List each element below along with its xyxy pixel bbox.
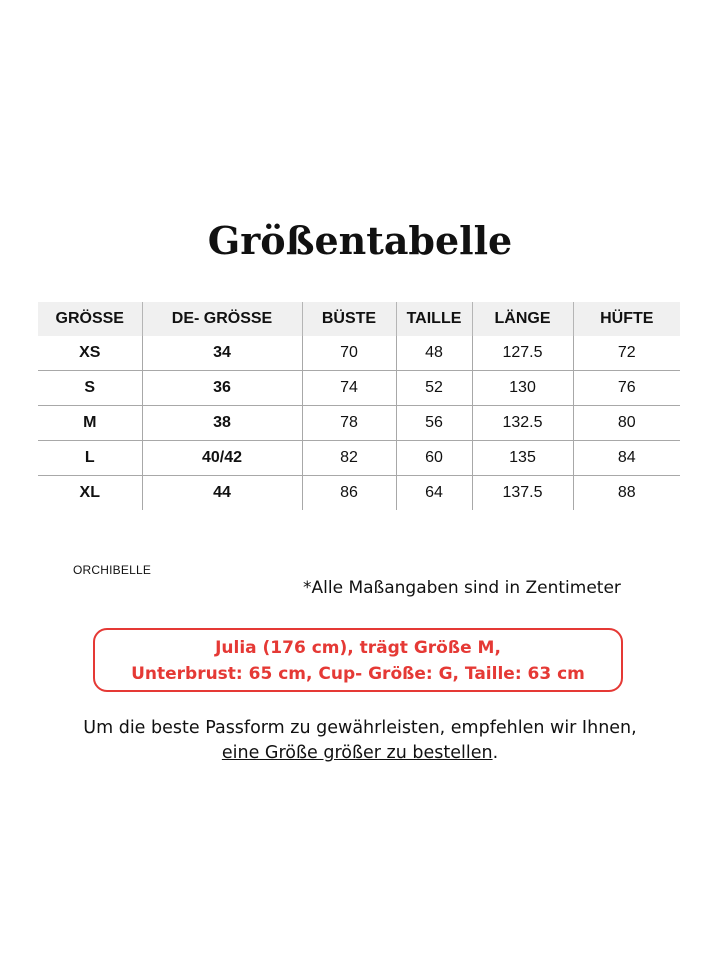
cell-de-size: 38 — [142, 406, 302, 441]
header-groesse: GRÖSSE — [38, 302, 142, 336]
cell-size: M — [38, 406, 142, 441]
cell-size: XS — [38, 336, 142, 371]
cell-de-size: 40/42 — [142, 441, 302, 476]
callout-line-2: Unterbrust: 65 cm, Cup- Größe: G, Taille: 63 cm — [131, 664, 585, 684]
cell-hip: 76 — [573, 371, 680, 406]
header-huefte: HÜFTE — [573, 302, 680, 336]
cell-bust: 78 — [302, 406, 396, 441]
header-de-groesse: DE- GRÖSSE — [142, 302, 302, 336]
table-row — [38, 336, 680, 371]
page-title: Größentabelle — [207, 218, 513, 263]
header-bueste: BÜSTE — [302, 302, 396, 336]
cell-length: 137.5 — [472, 476, 573, 511]
cell-waist: 60 — [396, 441, 472, 476]
cell-waist: 64 — [396, 476, 472, 511]
cell-length: 127.5 — [472, 336, 573, 371]
header-laenge: LÄNGE — [472, 302, 573, 336]
table-header-row — [38, 302, 680, 336]
cell-hip: 80 — [573, 406, 680, 441]
cell-de-size: 36 — [142, 371, 302, 406]
cell-waist: 48 — [396, 336, 472, 371]
cell-de-size: 34 — [142, 336, 302, 371]
advice-line-2 — [0, 741, 720, 766]
table-row — [38, 476, 680, 511]
cell-waist: 52 — [396, 371, 472, 406]
cell-size: XL — [38, 476, 142, 511]
cell-bust: 82 — [302, 441, 396, 476]
cell-hip: 84 — [573, 441, 680, 476]
callout-line-1: Julia (176 cm), trägt Größe M, — [215, 638, 501, 658]
cell-length: 135 — [472, 441, 573, 476]
brand-name: ORCHIBELLE — [73, 563, 152, 577]
table-row — [38, 406, 680, 441]
size-chart-table — [38, 302, 680, 510]
advice-line-1: Um die beste Passform zu gewährleisten, empfehlen wir Ihnen, — [83, 718, 637, 738]
cell-length: 132.5 — [472, 406, 573, 441]
cell-size: S — [38, 371, 142, 406]
model-info-callout — [93, 628, 623, 692]
table-row — [38, 441, 680, 476]
cell-bust: 74 — [302, 371, 396, 406]
cell-bust: 70 — [302, 336, 396, 371]
cell-hip: 72 — [573, 336, 680, 371]
cell-de-size: 44 — [142, 476, 302, 511]
cell-size: L — [38, 441, 142, 476]
cell-waist: 56 — [396, 406, 472, 441]
cell-bust: 86 — [302, 476, 396, 511]
table-row — [38, 371, 680, 406]
cell-hip: 88 — [617, 484, 636, 501]
measurement-note: *Alle Maßangaben sind in Zentimeter — [303, 578, 621, 598]
advice-underlined-text: eine Größe größer zu bestellen — [221, 743, 493, 763]
cell-length: 130 — [472, 371, 573, 406]
advice-period: . — [492, 743, 499, 763]
fit-advice — [0, 716, 720, 766]
header-taille: TAILLE — [396, 302, 472, 336]
